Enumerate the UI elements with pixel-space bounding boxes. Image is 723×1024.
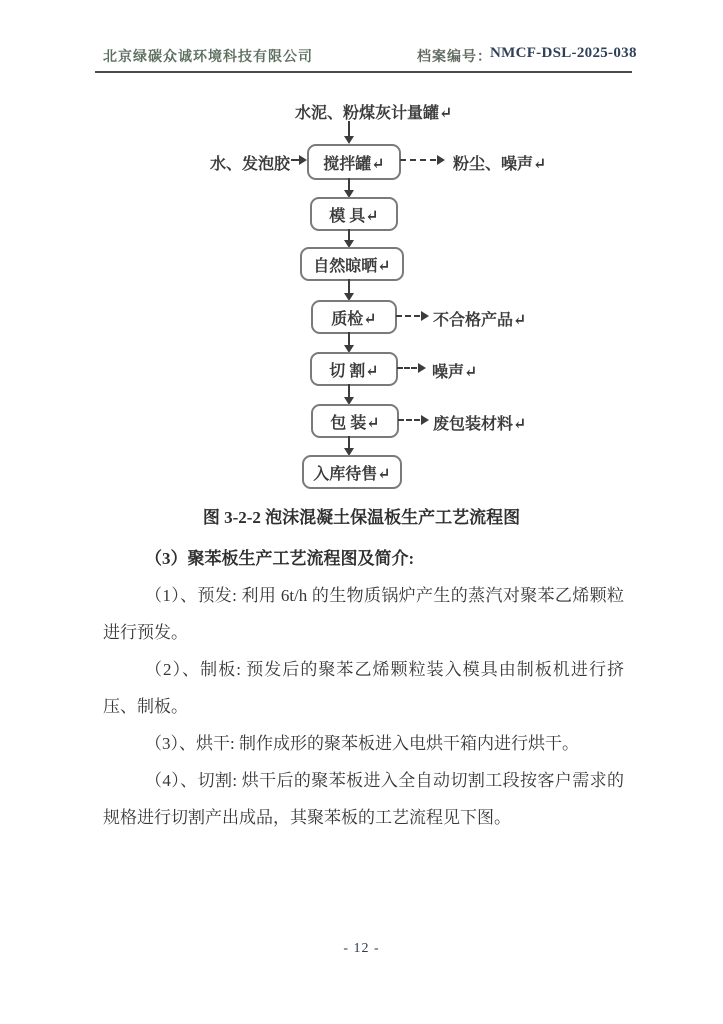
- flow-input-label: 水、发泡胶: [210, 156, 291, 173]
- paragraph-prefoam: （1）、预发: 利用 6t/h 的生物质锅炉产生的蒸汽对聚苯乙烯颗粒进行预发。: [103, 586, 624, 642]
- flow-node-natural-drying: 自然晾晒↵: [300, 247, 404, 281]
- body-text: [103, 577, 624, 836]
- flow-arrow-dashed-noise: [397, 367, 417, 369]
- flow-arrow-dashed-rejects: [396, 315, 420, 317]
- company-name: 北京绿碳众诚环境科技有限公司: [103, 50, 313, 65]
- flow-node-quality-inspection: 质检↵: [311, 300, 397, 334]
- flow-source-label: 水泥、粉煤灰计量罐↵: [295, 105, 453, 122]
- flow-emission-waste-packaging: 废包装材料↵: [433, 416, 527, 433]
- paragraph-board-making: （2）、制板: 预发后的聚苯乙烯颗粒装入模具由制板机进行挤压、制板。: [103, 660, 624, 716]
- flow-node-mixing-tank: 搅拌罐↵: [307, 144, 401, 180]
- flow-arrow-down-4: [348, 279, 350, 293]
- flow-node-cutting: 切 割↵: [310, 352, 398, 386]
- header-rule: [95, 71, 632, 73]
- paragraph-cutting: （4）、切割: 烘干后的聚苯板进入全自动切割工段按客户需求的规格进行切割产出成品，其聚苯板的工艺流程见下图。: [103, 771, 624, 827]
- figure-caption: 图 3-2-2 泡沫混凝土保温板生产工艺流程图: [202, 508, 521, 527]
- flow-arrow-down-7: [348, 436, 350, 448]
- page-number: - 12 -: [343, 941, 380, 956]
- flow-arrow-down-1: [348, 121, 350, 136]
- file-number-value: NMCF-DSL-2025-038: [490, 45, 637, 61]
- flow-node-mold: 模 具↵: [310, 197, 398, 231]
- flow-node-warehouse: 入库待售↵: [302, 455, 402, 489]
- flow-arrow-down-2: [348, 178, 350, 190]
- flow-arrow-dashed-waste: [398, 419, 420, 421]
- flow-arrow-down-3: [348, 229, 350, 240]
- flow-arrow-dashed-dust: [400, 159, 436, 161]
- file-number-label: 档案编号：: [417, 50, 492, 65]
- section-heading: （3）聚苯板生产工艺流程图及简介:: [145, 549, 415, 568]
- flow-emission-noise: 噪声↵: [432, 364, 478, 381]
- flow-node-packaging: 包 装↵: [311, 404, 399, 438]
- flow-arrow-down-6: [348, 384, 350, 397]
- flow-emission-dust-noise: 粉尘、噪声↵: [453, 156, 547, 173]
- flow-arrow-down-5: [348, 332, 350, 345]
- paragraph-drying: （3）、烘干: 制作成形的聚苯板进入电烘干箱内进行烘干。: [145, 734, 579, 753]
- flow-emission-rejects: 不合格产品↵: [433, 312, 527, 329]
- flow-arrow-input: [291, 159, 299, 161]
